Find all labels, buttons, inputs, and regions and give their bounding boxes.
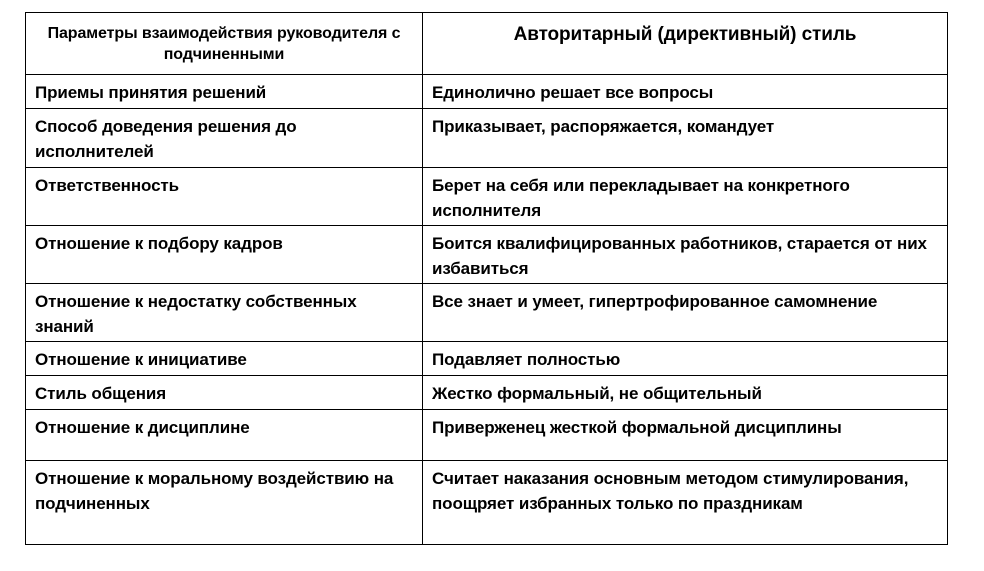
param-text: Приемы принятия решений xyxy=(35,83,267,102)
value-text: Единолично решает все вопросы xyxy=(432,83,714,102)
value-cell xyxy=(423,284,948,342)
param-cell xyxy=(26,284,423,342)
param-text: Способ доведения решения до исполнителей xyxy=(35,117,297,161)
param-cell xyxy=(26,75,423,109)
value-cell xyxy=(423,461,948,545)
param-text: Отношение к инициативе xyxy=(35,350,247,369)
header-style-label: Авторитарный (директивный) стиль xyxy=(513,24,857,45)
header-cell-parameters xyxy=(26,13,423,75)
value-text: Приверженец жесткой формальной дисциплины xyxy=(432,418,842,437)
table-row xyxy=(26,168,948,226)
value-cell xyxy=(423,376,948,410)
param-text: Отношение к подбору кадров xyxy=(35,234,283,253)
table-row xyxy=(26,284,948,342)
param-text: Отношение к недостатку собственных знаний xyxy=(35,292,357,336)
table-header-row xyxy=(26,13,948,75)
param-text: Отношение к дисциплине xyxy=(35,418,250,437)
table-row xyxy=(26,109,948,168)
value-cell xyxy=(423,226,948,284)
param-cell xyxy=(26,109,423,168)
value-text: Боится квалифицированных работников, старается от них избавиться xyxy=(432,234,927,278)
param-cell xyxy=(26,168,423,226)
table-row xyxy=(26,342,948,376)
value-text: Все знает и умеет, гипертрофированное самомнение xyxy=(432,292,878,311)
param-cell xyxy=(26,410,423,461)
value-text: Считает наказания основным методом стимулирования, поощряет избранных только по праздникам xyxy=(432,469,909,513)
value-cell xyxy=(423,168,948,226)
value-text: Подавляет полностью xyxy=(432,350,621,369)
value-cell xyxy=(423,410,948,461)
param-cell xyxy=(26,461,423,545)
value-text: Приказывает, распоряжается, командует xyxy=(432,117,775,136)
table-row xyxy=(26,410,948,461)
param-text: Ответственность xyxy=(35,176,179,195)
value-cell xyxy=(423,109,948,168)
table-row xyxy=(26,376,948,410)
param-cell xyxy=(26,342,423,376)
leadership-style-table xyxy=(25,12,948,545)
param-text: Отношение к моральному воздействию на подчиненных xyxy=(35,469,394,513)
value-text: Берет на себя или перекладывает на конкретного исполнителя xyxy=(432,176,850,220)
table-row xyxy=(26,226,948,284)
header-cell-style xyxy=(423,13,948,75)
param-cell xyxy=(26,226,423,284)
param-text: Стиль общения xyxy=(35,384,167,403)
table-row xyxy=(26,461,948,545)
value-cell xyxy=(423,342,948,376)
param-cell xyxy=(26,376,423,410)
value-cell xyxy=(423,75,948,109)
header-parameters-label: Параметры взаимодействия руководителя с подчиненными xyxy=(47,25,401,63)
value-text: Жестко формальный, не общительный xyxy=(432,384,762,403)
table-row xyxy=(26,75,948,109)
